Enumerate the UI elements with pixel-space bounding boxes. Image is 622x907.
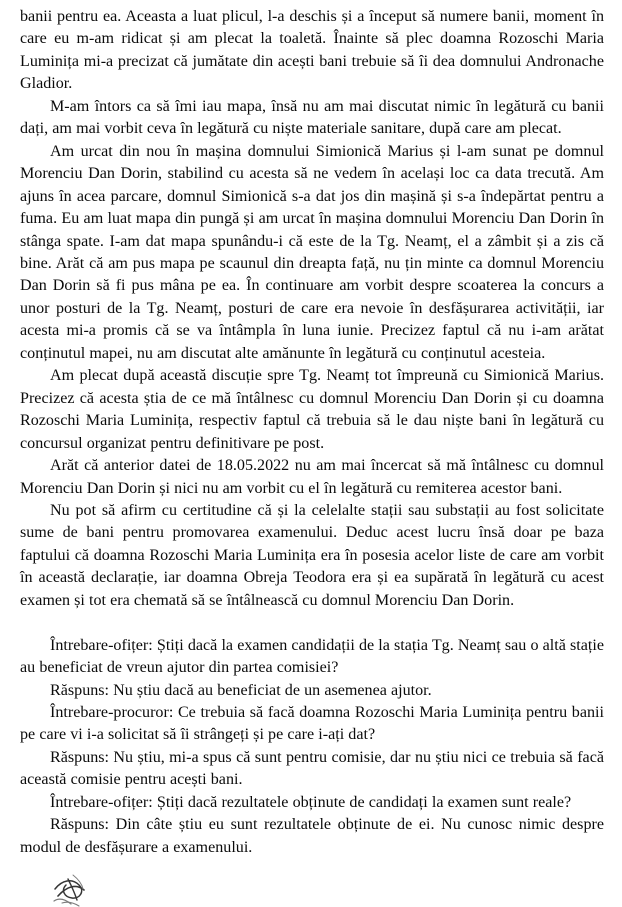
paragraph: M-am întors ca să îmi iau mapa, însă nu am mai discutat nimic în legătură cu banii dați, am mai vorbit ceva în legătură cu niște materiale sanitare, după care am plecat.	[20, 97, 604, 138]
handwritten-signature-scribble-icon	[52, 873, 118, 907]
paragraph: Arăt că anterior datei de 18.05.2022 nu am mai încercat să mă întâlnesc cu domnul Morenciu Dan Dorin și nici nu am vorbit cu el în legătură cu remiterea acestor bani.	[20, 457, 604, 497]
paragraph-spacer	[20, 612, 604, 634]
question-officer: Întrebare-ofițer: Știți dacă la examen candidații de la stația Tg. Neamț sau o altă stație au beneficiat de vreun ajutor din partea comisiei?	[20, 636, 604, 677]
question-officer: Întrebare-ofițer: Știți dacă rezultatele obținute de candidați la examen sunt reale?	[50, 793, 572, 811]
paragraph: Nu pot să afirm cu certitudine că și la celelalte stații sau substații au fost solicitate sume de bani pentru promovarea examenului. Deduc acest lucru însă doar pe baza faptului că doamna Rozoschi Maria Luminița era în posesia acelor liste de care am vorbit în această declarație, iar doamna Obreja Teodora era și ea supărată în legătură cu acest examen și tot era chemată să se întâlnească cu domnul Morenciu Dan Dorin.	[20, 501, 604, 609]
answer: Răspuns: Nu știu, mi-a spus că sunt pentru comisie, dar nu știu nici ce trebuia să facă această comisie pentru acești bani.	[20, 748, 604, 789]
paragraph: banii pentru ea. Aceasta a luat plicul, l-a deschis și a început să numere banii, moment în care eu m-am ridicat și am plecat la toaletă. Înainte să plec doamna Rozoschi Maria Luminița mi-a precizat că jumătate din acești bani trebuie să îi dea domnului Andronache Gladior.	[20, 8, 604, 93]
paragraph: Am plecat după această discuție spre Tg. Neamț tot împreună cu Simionică Marius. Precizez că acesta știa de ce mă întâlnesc cu domnul Morenciu Dan Dorin și cu doamna Rozoschi Maria Luminița, respectiv faptul că trebuia să le dau niște bani în legătură cu concursul organizat pentru definitivare pe post.	[20, 367, 604, 452]
document-text-body	[20, 6, 604, 859]
question-prosecutor: Întrebare-procuror: Ce trebuia să facă doamna Rozoschi Maria Luminița pentru banii pe care vi i-a solicitat să îi strângeți și pe care i-ați dat?	[20, 704, 604, 744]
answer: Răspuns: Nu știu dacă au beneficiat de un asemenea ajutor.	[50, 681, 432, 699]
answer: Răspuns: Din câte știu eu sunt rezultatele obținute de ei. Nu cunosc nimic despre modul de desfășurare a examenului.	[20, 816, 604, 856]
paragraph: Am urcat din nou în mașina domnului Simionică Marius și l-am sunat pe domnul Morenciu Dan Dorin, stabilind cu acesta să ne vedem în același loc ca data trecută. Am ajuns în acea parcare, domnul Simionică s-a dat jos din mașină și s-a îndepărtat pentru a fuma. Eu am luat mapa din pungă și am urcat în mașina domnului Morenciu Dan Dorin în stânga spate. I-am dat mapa spunându-i că este de la Tg. Neamț, el a zâmbit și a zis că bine. Arăt că am pus mapa pe scaunul din dreapta față, nu țin minte ca domnul Morenciu Dan Dorin să fi pus mâna pe ea. În continuare am vorbit despre scoaterea la concurs a unor posturi de la Tg. Neamț, posturi de care era nevoie în desfășurarea activității, iar acesta mi-a promis că se va întâmpla în luna iunie. Precizez faptul că nu i-am arătat conținutul mapei, nu am discutat alte amănunte în legătură cu conținutul acesteia.	[20, 142, 604, 362]
